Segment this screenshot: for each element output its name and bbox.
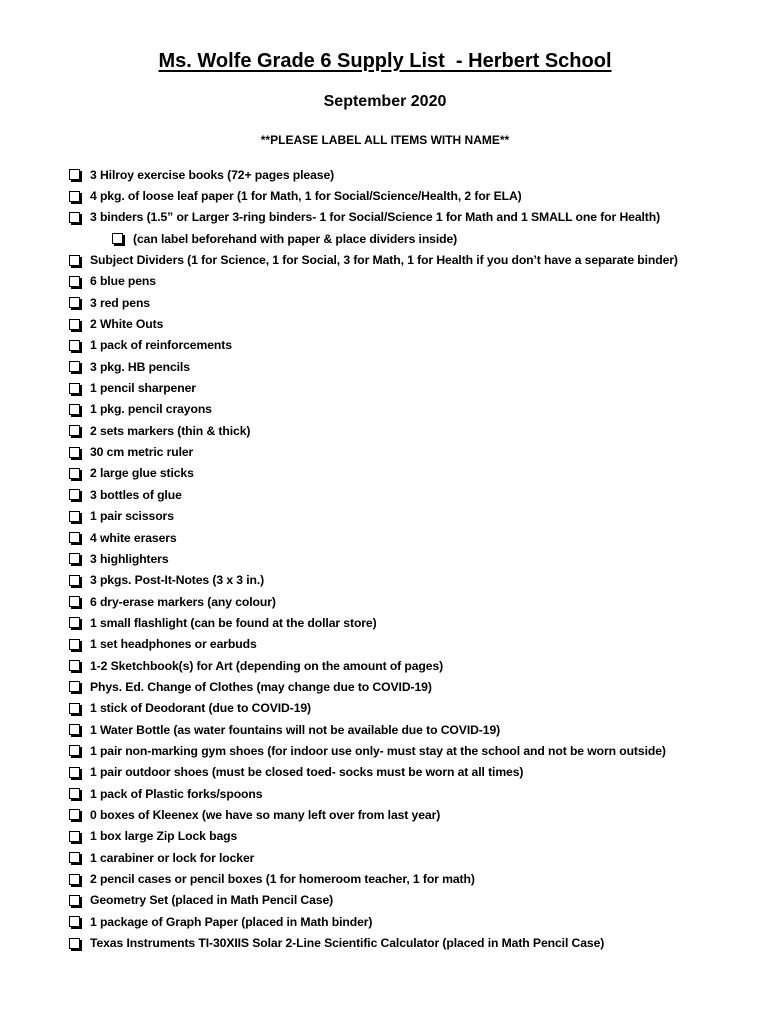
supply-item xyxy=(69,634,678,655)
supply-item xyxy=(69,676,678,697)
supply-item xyxy=(69,420,678,441)
checkbox-icon xyxy=(69,724,80,735)
supply-item-text: 1 small flashlight (can be found at the dollar store) xyxy=(90,615,377,630)
checkbox-icon xyxy=(69,617,80,628)
supply-item xyxy=(69,548,678,569)
supply-item-text: 1-2 Sketchbook(s) for Art (depending on the amount of pages) xyxy=(90,658,444,673)
supply-item-text: 1 pkg. pencil crayons xyxy=(90,402,212,417)
supply-item-text: 2 pencil cases or pencil boxes (1 for homeroom teacher, 1 for math) xyxy=(90,872,475,887)
checkbox-icon xyxy=(69,660,80,671)
supply-item xyxy=(69,783,678,804)
checkbox-icon xyxy=(69,895,80,906)
checkbox-icon xyxy=(69,404,80,415)
supply-item-text: 4 pkg. of loose leaf paper (1 for Math, 1 for Social/Science/Health, 2 for ELA) xyxy=(90,189,522,204)
checkbox-icon xyxy=(69,916,80,927)
checkbox-icon xyxy=(69,169,80,180)
checkbox-icon xyxy=(69,255,80,266)
supply-item xyxy=(69,762,678,783)
label-notice: **PLEASE LABEL ALL ITEMS WITH NAME** xyxy=(260,133,510,147)
checkbox-icon xyxy=(69,938,80,949)
supply-item xyxy=(69,399,678,420)
supply-item-text: (can label beforehand with paper & place dividers inside) xyxy=(133,231,458,246)
checkbox-icon xyxy=(69,468,80,479)
checkbox-icon xyxy=(69,788,80,799)
supply-item xyxy=(69,804,678,825)
supply-item-text: 1 box large Zip Lock bags xyxy=(90,829,238,844)
supply-item xyxy=(69,313,678,334)
supply-item-text: 1 pencil sharpener xyxy=(90,381,196,396)
checkbox-icon xyxy=(69,874,80,885)
document-date: September 2020 xyxy=(323,93,447,110)
supply-item xyxy=(69,570,678,591)
supply-item xyxy=(69,847,678,868)
supply-item-text: 3 binders (1.5” or Larger 3-ring binders- 1 for Social/Science 1 for Math and 1 SMALL one for Health) xyxy=(90,210,661,225)
supply-item xyxy=(69,868,678,889)
supply-item-text: Subject Dividers (1 for Science, 1 for Social, 3 for Math, 1 for Health if you don’t have a separate binder) xyxy=(90,253,678,268)
checkbox-icon xyxy=(69,297,80,308)
supply-item xyxy=(69,826,678,847)
supply-item-text: Geometry Set (placed in Math Pencil Case) xyxy=(90,893,334,908)
checkbox-icon xyxy=(69,340,80,351)
checkbox-icon xyxy=(69,532,80,543)
supply-item xyxy=(69,271,678,292)
supply-item-text: 30 cm metric ruler xyxy=(90,445,194,460)
supply-item-text: 1 package of Graph Paper (placed in Math binder) xyxy=(90,914,373,929)
checkbox-icon xyxy=(69,383,80,394)
supply-item xyxy=(69,890,678,911)
checkbox-icon xyxy=(69,425,80,436)
checkbox-icon xyxy=(69,596,80,607)
supply-item-text: 2 sets markers (thin & thick) xyxy=(90,423,251,438)
checkbox-icon xyxy=(69,553,80,564)
supply-item xyxy=(69,911,678,932)
supply-item xyxy=(69,356,678,377)
supply-item-text: 3 pkg. HB pencils xyxy=(90,359,190,374)
supply-item-text: 2 large glue sticks xyxy=(90,466,194,481)
supply-item xyxy=(69,484,678,505)
checkbox-icon xyxy=(69,361,80,372)
supply-item-text: 4 white erasers xyxy=(90,530,177,545)
checkbox-icon xyxy=(69,489,80,500)
supply-item-text: Texas Instruments TI-30XIIS Solar 2-Line Scientific Calculator (placed in Math Pencil Case) xyxy=(90,936,605,951)
checkbox-icon xyxy=(69,745,80,756)
checkbox-icon xyxy=(69,703,80,714)
checkbox-icon xyxy=(69,831,80,842)
supply-item-text: 3 red pens xyxy=(90,295,150,310)
supply-item-text: 1 set headphones or earbuds xyxy=(90,637,257,652)
supply-item-text: 1 pair scissors xyxy=(90,509,174,524)
supply-sub-item xyxy=(69,228,678,249)
document-title: Ms. Wolfe Grade 6 Supply List - Herbert School xyxy=(158,50,612,72)
checkbox-icon xyxy=(69,767,80,778)
supply-item xyxy=(69,249,678,270)
checkbox-icon xyxy=(112,233,123,244)
supply-item xyxy=(69,719,678,740)
supply-item-text: 1 pair non-marking gym shoes (for indoor use only- must stay at the school and not be worn outside) xyxy=(90,743,666,758)
supply-item xyxy=(69,740,678,761)
supply-item xyxy=(69,527,678,548)
supply-item xyxy=(69,655,678,676)
checkbox-icon xyxy=(69,639,80,650)
supply-item-text: 1 pair outdoor shoes (must be closed toed- socks must be worn at all times) xyxy=(90,765,524,780)
supply-item xyxy=(69,506,678,527)
supply-item-text: 1 Water Bottle (as water fountains will not be available due to COVID-19) xyxy=(90,722,501,737)
supply-item-text: 3 Hilroy exercise books (72+ pages please) xyxy=(90,167,335,182)
supply-item-text: 6 dry-erase markers (any colour) xyxy=(90,594,276,609)
checkbox-icon xyxy=(69,575,80,586)
checkbox-icon xyxy=(69,191,80,202)
supply-item-text: 2 White Outs xyxy=(90,317,164,332)
supply-item-text: 1 stick of Deodorant (due to COVID-19) xyxy=(90,701,312,716)
supply-item-text: 3 pkgs. Post-It-Notes (3 x 3 in.) xyxy=(90,573,265,588)
supply-item-text: Phys. Ed. Change of Clothes (may change due to COVID-19) xyxy=(90,679,432,694)
supply-item xyxy=(69,463,678,484)
checkbox-icon xyxy=(69,447,80,458)
supply-item xyxy=(69,185,678,206)
supply-list xyxy=(69,164,678,954)
supply-item xyxy=(69,335,678,356)
supply-item-text: 0 boxes of Kleenex (we have so many left over from last year) xyxy=(90,807,441,822)
supply-item-text: 3 bottles of glue xyxy=(90,487,182,502)
supply-item xyxy=(69,932,678,953)
checkbox-icon xyxy=(69,319,80,330)
checkbox-icon xyxy=(69,276,80,287)
checkbox-icon xyxy=(69,511,80,522)
supply-item-text: 3 highlighters xyxy=(90,551,169,566)
supply-item xyxy=(69,292,678,313)
supply-item xyxy=(69,612,678,633)
supply-item xyxy=(69,698,678,719)
supply-item-text: 6 blue pens xyxy=(90,274,156,289)
checkbox-icon xyxy=(69,212,80,223)
checkbox-icon xyxy=(69,809,80,820)
checkbox-icon xyxy=(69,681,80,692)
supply-item xyxy=(69,164,678,185)
supply-item xyxy=(69,591,678,612)
supply-item-text: 1 carabiner or lock for locker xyxy=(90,850,255,865)
supply-item xyxy=(69,441,678,462)
supply-item-text: 1 pack of Plastic forks/spoons xyxy=(90,786,263,801)
supply-item xyxy=(69,377,678,398)
supply-item-text: 1 pack of reinforcements xyxy=(90,338,232,353)
checkbox-icon xyxy=(69,852,80,863)
supply-item xyxy=(69,207,678,228)
